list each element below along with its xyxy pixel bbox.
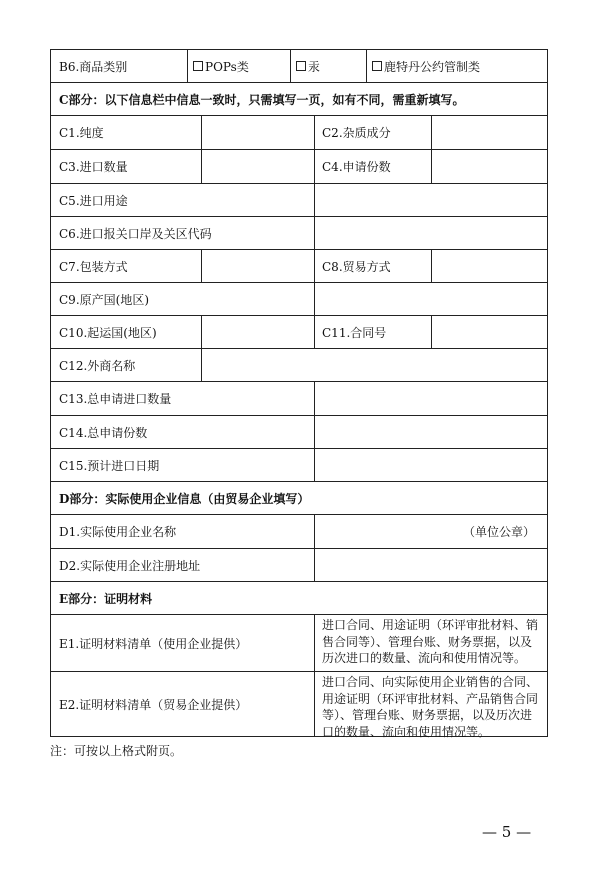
c9-value-field[interactable] (314, 283, 547, 315)
c10-value-field[interactable] (201, 316, 314, 348)
c14-value-field[interactable] (314, 416, 547, 448)
c9-label: C9.原产国(地区) (59, 292, 149, 307)
c1-value-field[interactable] (201, 116, 314, 149)
c14-row (51, 416, 547, 449)
section-e-header: E部分：证明材料 (59, 591, 153, 606)
checkbox-icon[interactable] (372, 61, 382, 71)
e2-label: E2.证明材料清单（贸易企业提供） (59, 697, 248, 712)
c12-value-field[interactable] (201, 349, 547, 381)
c6-value-field[interactable] (314, 217, 547, 249)
c9-row (51, 283, 547, 316)
c8-value-field[interactable] (431, 250, 547, 282)
b6-option-mercury[interactable]: 汞 (290, 50, 366, 82)
c2-label: C2.杂质成分 (322, 126, 391, 140)
d2-row (51, 549, 547, 582)
d1-row (51, 515, 547, 549)
section-e-header-row (51, 582, 547, 615)
c5-value-field[interactable] (314, 184, 547, 216)
c10-label: C10.起运国(地区) (59, 325, 157, 340)
c8-label: C8.贸易方式 (322, 259, 391, 274)
c1-c2-row (51, 116, 547, 150)
c5-row (51, 184, 547, 217)
application-form-table (50, 49, 548, 737)
c7-c8-row (51, 250, 547, 283)
b6-label: B6.商品类别 (59, 59, 128, 74)
c15-row (51, 449, 547, 482)
c13-label: C13.总申请进口数量 (59, 392, 172, 406)
c15-value-field[interactable] (314, 449, 547, 481)
c14-label: C14.总申请份数 (59, 425, 148, 440)
c5-label: C5.进口用途 (59, 193, 128, 208)
section-c-header-row (51, 83, 547, 116)
c11-label: C11.合同号 (322, 325, 387, 340)
d2-value-field[interactable] (314, 549, 547, 581)
c7-label: C7.包装方式 (59, 259, 128, 274)
c6-row (51, 217, 547, 250)
c11-value-field[interactable] (431, 316, 547, 348)
page-number: — 5 — (482, 823, 532, 841)
d2-label: D2.实际使用企业注册地址 (59, 558, 201, 573)
c15-label: C15.预计进口日期 (59, 458, 160, 473)
c12-row (51, 349, 547, 382)
e1-label: E1.证明材料清单（使用企业提供） (59, 636, 248, 651)
c12-label: C12.外商名称 (59, 358, 136, 373)
e2-materials-text: 进口合同、向实际使用企业销售的合同、用途证明（环评审批材料、产品销售合同等）、管理台账、财务票据，以及历次进口的数量、流向和使用情况等。 (322, 675, 539, 739)
e2-row (51, 672, 547, 739)
c2-value-field[interactable] (431, 116, 547, 149)
b6-option-pops[interactable]: POPs类 (187, 50, 290, 82)
c7-value-field[interactable] (201, 250, 314, 282)
c13-row (51, 382, 547, 416)
c1-label: C1.纯度 (59, 126, 104, 140)
c3-c4-row (51, 150, 547, 184)
section-c-header: C部分：以下信息栏中信息一致时，只需填写一页，如有不同，需重新填写。 (59, 92, 465, 107)
d1-label: D1.实际使用企业名称 (59, 525, 177, 539)
d1-seal-note: （单位公章） (462, 525, 535, 539)
c3-label: C3.进口数量 (59, 160, 128, 174)
d1-value-field[interactable] (314, 515, 547, 548)
c3-value-field[interactable] (201, 150, 314, 183)
b6-row (51, 50, 547, 83)
c4-value-field[interactable] (431, 150, 547, 183)
footnote: 注：可按以上格式附页。 (50, 744, 183, 758)
b6-option-rotterdam[interactable]: 鹿特丹公约管制类 (366, 50, 547, 82)
c4-label: C4.申请份数 (322, 160, 391, 174)
c13-value-field[interactable] (314, 382, 547, 415)
checkbox-icon[interactable] (296, 61, 306, 71)
e1-row (51, 615, 547, 672)
checkbox-icon[interactable] (193, 61, 203, 71)
c6-label: C6.进口报关口岸及关区代码 (59, 226, 212, 241)
c10-c11-row (51, 316, 547, 349)
section-d-header-row (51, 482, 547, 515)
e1-materials-text: 进口合同、用途证明（环评审批材料、销售合同等）、管理台账、财务票据，以及历次进口的数量、流向和使用情况等。 (322, 618, 539, 665)
section-d-header: D部分：实际使用企业信息（由贸易企业填写） (59, 491, 310, 506)
